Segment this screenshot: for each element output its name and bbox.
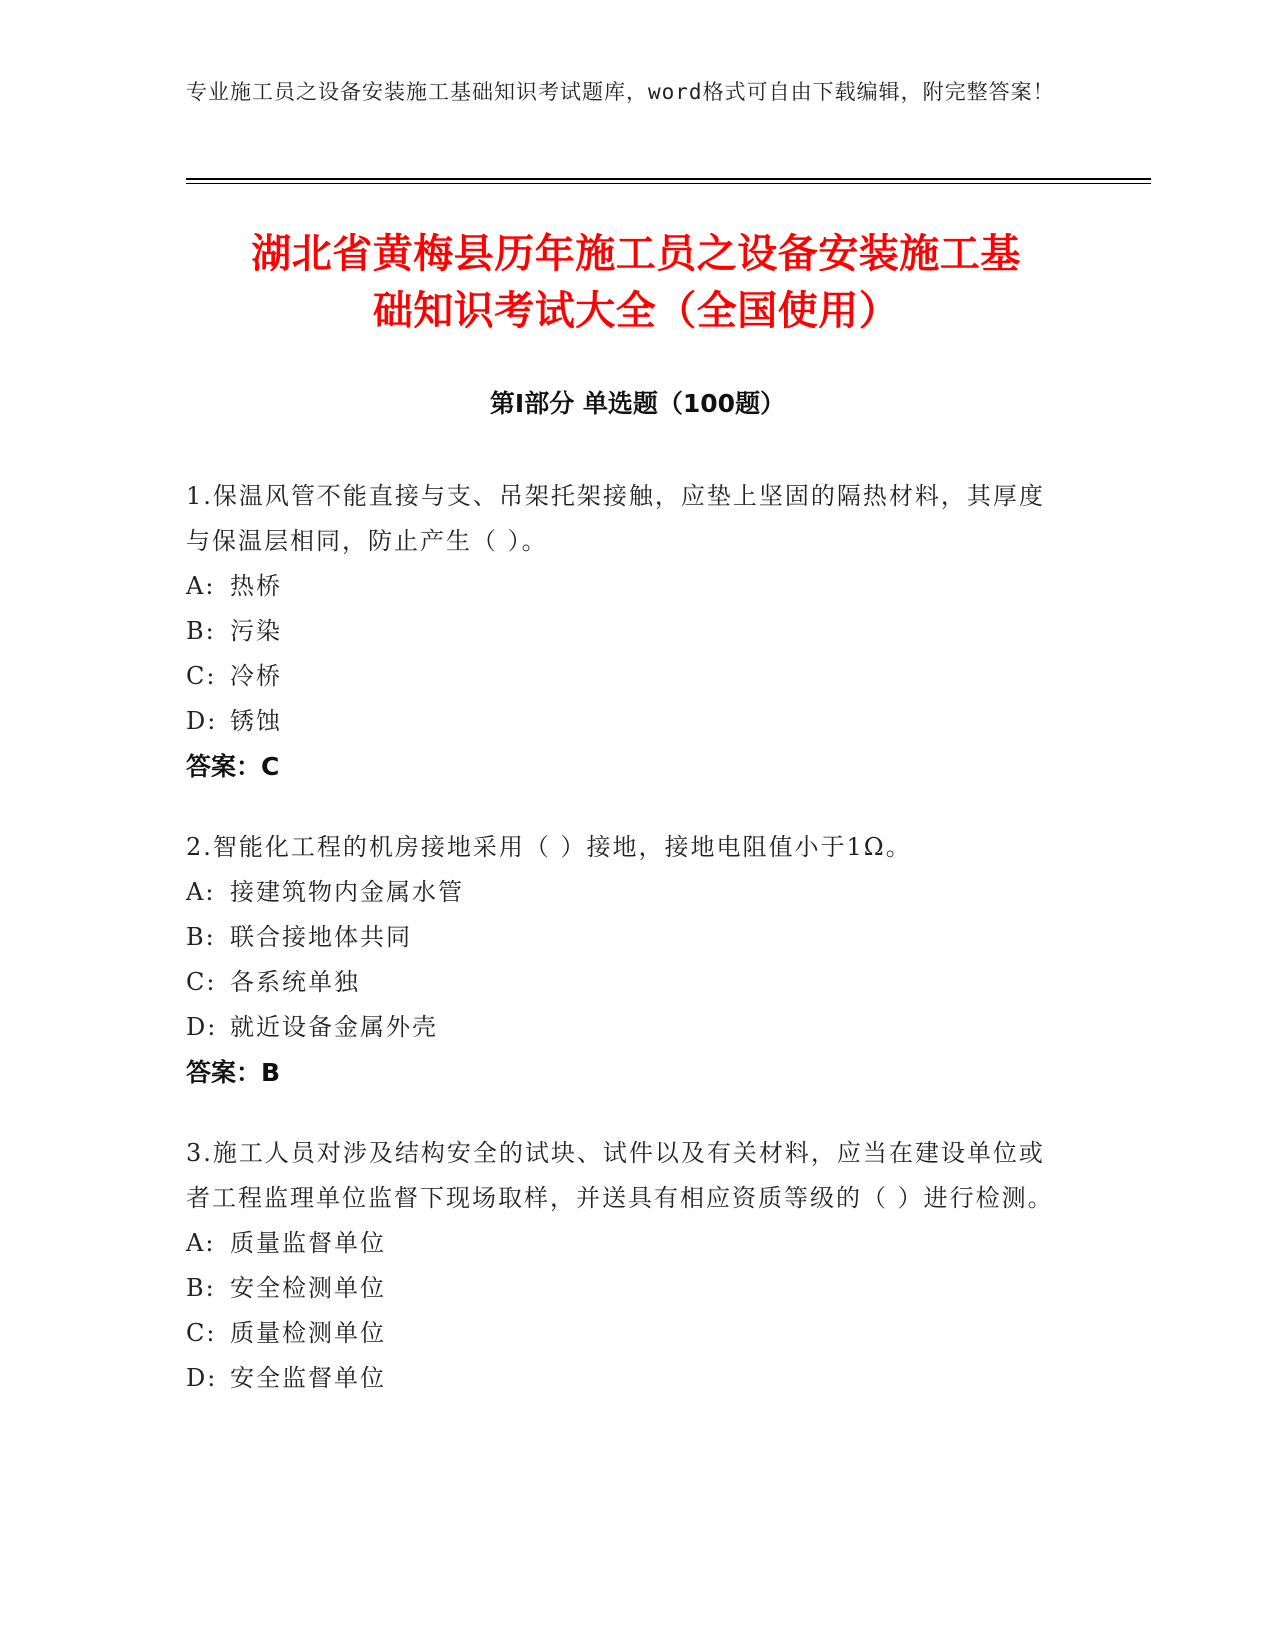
option-text: 污染 (230, 617, 282, 645)
option-key: C: (186, 662, 217, 690)
question-text: 1.保温风管不能直接与支、吊架托架接触，应垫上坚固的隔热材料，其厚度与保温层相同，防止产生（ ）。 (186, 482, 1045, 555)
option-c (186, 654, 1066, 699)
option-text: 安全检测单位 (230, 1274, 386, 1302)
option-c (186, 960, 1066, 1005)
option-text: 安全监督单位 (230, 1364, 386, 1392)
title-line-1: 湖北省黄梅县历年施工员之设备安装施工基 (251, 231, 1021, 277)
header-divider-thin (186, 183, 1151, 184)
question-3 (186, 1131, 1066, 1401)
option-a (186, 1221, 1066, 1266)
title-line-2: 础知识考试大全（全国使用） (372, 288, 900, 334)
option-b (186, 1266, 1066, 1311)
option-key: A: (186, 878, 216, 906)
option-key: C: (186, 968, 217, 996)
option-d (186, 1356, 1066, 1401)
option-b (186, 915, 1066, 960)
option-a (186, 870, 1066, 915)
option-d (186, 1005, 1066, 1050)
header-note: 专业施工员之设备安装施工基础知识考试题库，word格式可自由下载编辑，附完整答案！ (186, 80, 1055, 104)
question-list (186, 474, 1066, 1437)
question-1 (186, 474, 1066, 789)
header-divider (186, 178, 1151, 180)
option-d (186, 699, 1066, 744)
option-c (186, 1311, 1066, 1356)
question-text: 3.施工人员对涉及结构安全的试块、试件以及有关材料，应当在建设单位或者工程监理单位监督下现场取样，并送具有相应资质等级的（ ）进行检测。 (186, 1139, 1054, 1212)
option-text: 质量监督单位 (230, 1229, 386, 1257)
option-key: B: (186, 923, 216, 951)
option-key: A: (186, 572, 216, 600)
document-title (186, 226, 1086, 340)
answer-label: 答案：B (186, 1058, 281, 1087)
option-text: 接建筑物内金属水管 (230, 878, 464, 906)
option-a (186, 564, 1066, 609)
option-text: 冷桥 (230, 662, 282, 690)
option-key: D: (186, 707, 218, 735)
section-title: 第Ⅰ部分 单选题（100题） (489, 389, 786, 418)
option-key: A: (186, 1229, 216, 1257)
option-text: 锈蚀 (230, 707, 282, 735)
option-text: 热桥 (230, 572, 282, 600)
option-key: B: (186, 617, 216, 645)
option-key: D: (186, 1013, 218, 1041)
question-2 (186, 825, 1066, 1095)
option-text: 质量检测单位 (230, 1319, 386, 1347)
option-text: 联合接地体共同 (230, 923, 412, 951)
option-key: C: (186, 1319, 217, 1347)
question-text: 2.智能化工程的机房接地采用（ ）接地，接地电阻值小于1Ω。 (186, 833, 912, 861)
option-text: 各系统单独 (230, 968, 360, 996)
option-text: 就近设备金属外壳 (230, 1013, 438, 1041)
answer-label: 答案：C (186, 752, 280, 781)
option-key: D: (186, 1364, 218, 1392)
option-key: B: (186, 1274, 216, 1302)
option-b (186, 609, 1066, 654)
